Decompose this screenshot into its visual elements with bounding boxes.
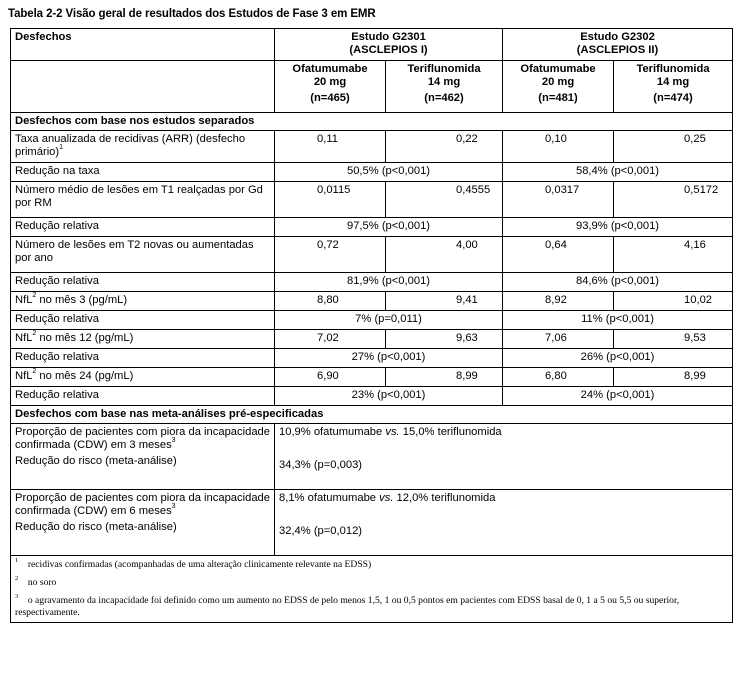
cell-value: 0,5172 [614,182,733,218]
row-label: Redução relativa [11,311,275,330]
row-label: Redução relativa [11,273,275,292]
arm-dose: 20 mg [313,76,347,88]
cell-value: 6,80 [503,368,614,387]
arm-dose: 14 mg [656,76,690,88]
row-label: Taxa anualizada de recidivas (ARR) (desfecho primário)$^1$ [11,131,275,163]
cell-value: 0,25 [614,131,733,163]
cell-reduction: 26% (p<0,001) [503,349,733,368]
arm-name: Ofatumumabe [292,63,368,75]
cell-value: 0,0115 [275,182,386,218]
section-row [11,406,733,424]
cell-reduction: 11% (p<0,001) [503,311,733,330]
row-label [11,424,275,490]
row-label [11,490,275,556]
cell-value: 6,90 [275,368,386,387]
table-row [11,330,733,349]
header-teri-g2301 [386,61,503,113]
cell-value: 8,92 [503,292,614,311]
cell-value: 0,22 [386,131,503,163]
table-row [11,237,733,273]
cell-reduction: 23% (p<0,001) [275,387,503,406]
cell-reduction: 50,5% (p<0,001) [275,163,503,182]
cell-value: 7,06 [503,330,614,349]
cell-reduction: 27% (p<0,001) [275,349,503,368]
arm-n: (n=481) [538,92,578,104]
arm-n: (n=474) [653,92,693,104]
cell-value: 0,0317 [503,182,614,218]
table-row [11,387,733,406]
footnote: $^1$ recidivas confirmadas (acompanhadas de uma alteração clinicamente relevante na EDSS) [15,556,372,570]
header-row-arms [11,61,733,113]
meta-value-cell [275,490,733,556]
arm-name: Ofatumumabe [520,63,596,75]
cell-value: 0,64 [503,237,614,273]
section-heading-separate-studies: Desfechos com base nos estudos separados [11,113,733,131]
cell-value: 0,10 [503,131,614,163]
cell-value: 9,41 [386,292,503,311]
table-row [11,218,733,237]
table-row [11,311,733,330]
table-row [11,273,733,292]
study-g2301-name: Estudo G2301 [351,31,426,43]
header-ofa-g2302 [503,61,614,113]
footnotes-row [11,556,733,623]
cell-value: 0,72 [275,237,386,273]
meta-risk-reduction: 34,3% (p=0,003) [279,459,363,471]
cell-value: 4,16 [614,237,733,273]
row-label: Redução relativa [11,218,275,237]
cell-reduction: 7% (p=0,011) [275,311,503,330]
arm-n: (n=465) [310,92,350,104]
cell-value: 8,99 [386,368,503,387]
cell-reduction: 97,5% (p<0,001) [275,218,503,237]
cell-reduction: 24% (p<0,001) [503,387,733,406]
section-heading-meta-analyses: Desfechos com base nas meta-análises pré-especificadas [11,406,733,424]
cell-value: 9,53 [614,330,733,349]
row-label: Número médio de lesões em T1 realçadas por Gd por RM [11,182,275,218]
cell-reduction: 93,9% (p<0,001) [503,218,733,237]
meta-label-secondary: Redução do risco (meta-análise) [15,521,177,533]
cell-value: 10,02 [614,292,733,311]
header-teri-g2302 [614,61,733,113]
table-row [11,424,733,490]
table-row [11,131,733,163]
table-row [11,490,733,556]
footnotes-cell [11,556,733,623]
cell-value: 0,11 [275,131,386,163]
meta-label-secondary: Redução do risco (meta-análise) [15,455,177,467]
arm-dose: 14 mg [427,76,461,88]
footnote: $^3$ o agravamento da incapacidade foi definido como um aumento no EDSS de pelo menos 1,5, 1 ou 0,5 pontos em pacientes com EDSS basal de 0, 1 a 5 ou 5,5 ou superior, respectivamente. [15,592,680,618]
footnote: $^2$ no soro [15,574,57,588]
cell-value: 4,00 [386,237,503,273]
row-label: NfL$^2$ no mês 3 (pg/mL) [11,292,275,311]
cell-value: 9,63 [386,330,503,349]
cell-reduction: 81,9% (p<0,001) [275,273,503,292]
cell-reduction: 84,6% (p<0,001) [503,273,733,292]
table-row [11,292,733,311]
section-row [11,113,733,131]
row-label: NfL$^2$ no mês 12 (pg/mL) [11,330,275,349]
study-g2302-name: Estudo G2302 [580,31,655,43]
study-g2301-acronym: (ASCLEPIOS I) [349,44,428,56]
meta-comparison: 10,9% ofatumumabe vs. 15,0% teriflunomida [279,426,502,438]
meta-label: Proporção de pacientes com piora da incapacidade confirmada (CDW) em 3 meses$^3$ [15,426,270,451]
row-label: Redução na taxa [11,163,275,182]
meta-risk-reduction: 32,4% (p=0,012) [279,525,363,537]
row-label: Redução relativa [11,387,275,406]
cell-reduction: 58,4% (p<0,001) [503,163,733,182]
cell-value: 8,99 [614,368,733,387]
study-g2302-acronym: (ASCLEPIOS II) [576,44,659,56]
header-ofa-g2301 [275,61,386,113]
cell-value: 0,4555 [386,182,503,218]
table-row [11,349,733,368]
row-label: Número de lesões em T2 novas ou aumentadas por ano [11,237,275,273]
meta-label: Proporção de pacientes com piora da incapacidade confirmada (CDW) em 6 meses$^3$ [15,492,270,517]
arm-dose: 20 mg [541,76,575,88]
meta-value-cell [275,424,733,490]
header-empty-cell [11,61,275,113]
header-study-g2301 [275,29,503,61]
table-row [11,182,733,218]
row-label: Redução relativa [11,349,275,368]
header-study-g2302 [503,29,733,61]
cell-value: 8,80 [275,292,386,311]
cell-value: 7,02 [275,330,386,349]
table-row [11,163,733,182]
arm-name: Teriflunomida [636,63,710,75]
header-row-studies [11,29,733,61]
results-table [10,28,733,623]
row-label: NfL$^2$ no mês 24 (pg/mL) [11,368,275,387]
arm-n: (n=462) [424,92,464,104]
meta-comparison: 8,1% ofatumumabe vs. 12,0% teriflunomida [279,492,496,504]
table-row [11,368,733,387]
header-endpoints: Desfechos [11,29,275,61]
table-caption: Tabela 2-2 Visão geral de resultados dos Estudos de Fase 3 em EMR [8,8,376,20]
arm-name: Teriflunomida [407,63,481,75]
